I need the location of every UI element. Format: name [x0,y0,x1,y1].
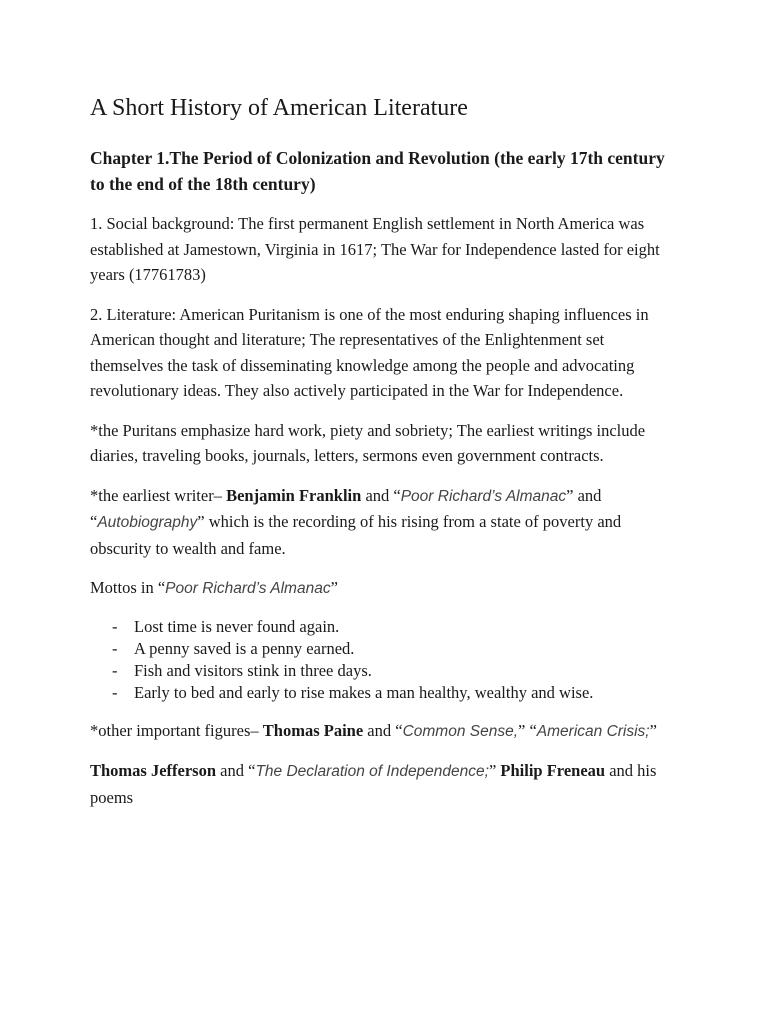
title-poor-richards-almanac: Poor Richard’s Almanac [400,487,567,505]
paragraph-literature: 2. Literature: American Puritanism is one of the most enduring shaping influences in American thought and literature; The representatives of the Enlightenment set themselves the task of disseminating knowledge among the people and advocating revolutionary ideas. They also actively participated in the War for Independence. [90,304,649,400]
list-item: - Early to bed and early to rise makes a man healthy, wealthy and wise. [112,682,594,702]
title-declaration-of-independence: The Declaration of Independence; [255,763,489,780]
name-thomas-jefferson: Thomas Jefferson [90,761,217,780]
dash-marker: - [112,660,118,680]
title-poor-richards-almanac-2: Poor Richard’s Almanac [165,580,331,597]
mottos-intro: Mottos in “Poor Richard’s Almanac” [90,578,338,597]
name-thomas-paine: Thomas Paine [262,720,364,740]
dash-marker: - [112,682,118,702]
title-autobiography: Autobiography [97,514,198,531]
paragraph-puritans: *the Puritans emphasize hard work, piety and sobriety; The earliest writings include diaries, traveling books, journals, letters, sermons even government contracts. [90,420,646,465]
dash-marker: - [112,616,118,636]
paragraph-social-background: 1. Social background: The first permanent English settlement in North America was established at Jamestown, Virginia in 1617; The War for Independence lasted for eight years (17761783) [90,214,660,284]
chapter-heading: Chapter 1.The Period of Colonization and Revolution (the early 17th century to the end of the 18th century) [90,148,665,194]
name-philip-freneau: Philip Freneau [500,761,606,780]
title-american-crisis: American Crisis; [536,722,650,740]
list-item: - Fish and visitors stink in three days. [112,660,372,680]
mottos-list [112,616,678,704]
paragraph-other-figures: *other important figures– Thomas Paine and “Common Sense,” “American Crisis;” [90,720,657,740]
title-common-sense: Common Sense, [402,722,519,740]
list-item: - A penny saved is a penny earned. [112,638,355,658]
dash-marker: - [112,638,118,658]
paragraph-earliest-writer: *the earliest writer– Benjamin Franklin and “Poor Richard’s Almanac” and “Autobiography” which is the recording of his rising from a state of poverty and obscurity to wealth and fame. [90,485,622,558]
paragraph-jefferson-freneau: Thomas Jefferson and “The Declaration of Independence;” Philip Freneau and his poems [90,761,657,807]
list-item: - Lost time is never found again. [112,616,340,636]
document-title: A Short History of American Literature [90,95,468,121]
name-benjamin-franklin: Benjamin Franklin [226,485,362,505]
